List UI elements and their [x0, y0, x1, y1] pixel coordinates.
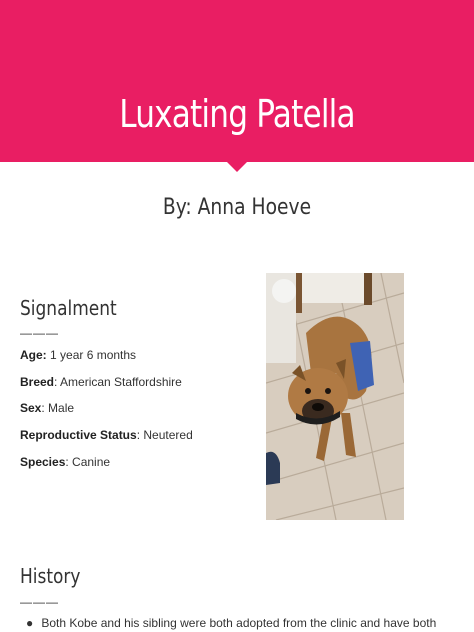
field-age: [20, 347, 136, 363]
title-banner: [0, 0, 474, 162]
field-label: Reproductive Status: [20, 428, 137, 442]
signalment-heading: Signalment: [20, 296, 117, 320]
field-value: : American Staffordshire: [54, 375, 182, 389]
history-heading: History: [20, 564, 81, 588]
bullet-icon: ●: [26, 616, 34, 630]
field-value: : Canine: [65, 455, 111, 469]
field-label: Breed: [20, 375, 55, 389]
author-byline: By: Anna Hoeve: [162, 195, 312, 220]
dog-photo-illustration: [266, 273, 404, 520]
field-label: Sex: [20, 401, 42, 415]
field-reproductive-status: [20, 427, 193, 443]
field-value: 1 year 6 months: [46, 348, 137, 362]
history-rule: ———: [20, 595, 59, 609]
banner-notch: [226, 161, 248, 172]
field-value: : Male: [41, 401, 75, 415]
dog-photo: [266, 273, 404, 520]
list-item: [26, 615, 436, 631]
page-title: Luxating Patella: [119, 92, 355, 136]
field-sex: [20, 400, 74, 416]
field-label: Species: [20, 455, 66, 469]
field-value: : Neutered: [136, 428, 193, 442]
signalment-rule: ———: [20, 326, 59, 340]
history-item-text: Both Kobe and his sibling were both adopted from the clinic and have both: [41, 616, 437, 630]
field-species: [20, 454, 110, 470]
field-breed: [20, 374, 182, 390]
field-label: Age:: [20, 348, 47, 362]
